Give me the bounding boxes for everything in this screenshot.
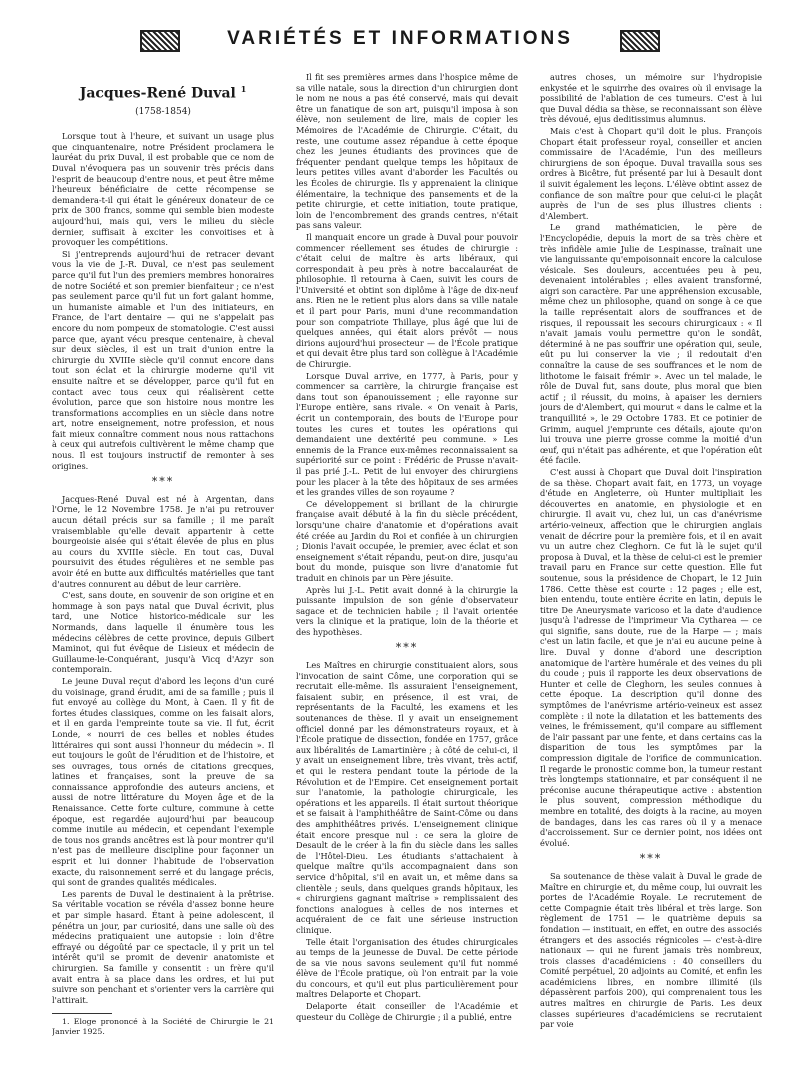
page-header xyxy=(140,28,660,62)
paragraph: Lorsque Duval arrive, en 1777, à Paris, pour y commencer sa carrière, la chirurgie française est dans tout son épanouissement ; elle rayonne sur l'Europe entière, sans rivale. « On venait à Paris, écrit un contemporain, des bouts de l'Europe pour toutes les cures et toutes les opérations qui demandaient une dextérité peu commune. » Les ennemis de la France eux-mêmes reconnaissaient sa supériorité sur ce point : Frédéric de Prusse n'avait-il pas prié J.-L. Petit de lui envoyer des chirurgiens pour les placer à la tête des hôpitaux de ses armées et les grandes villes de son royaume ? xyxy=(296,370,518,498)
paragraph: Si j'entreprends aujourd'hui de retracer devant vous la vie de J.-R. Duval, ce n'est pas seulement parce qu'il fut l'un des premiers membres honoraires de notre Société et son premier bienfaiteur ; ce n'est pas seulement parce qu'il fut un fort galant homme, un humaniste aimable et l'un des initiateurs, en France, de l'art dentaire — qui ne s'appelait pas encore du nom pompeux de stomatologie. C'est aussi parce que, ayant vécu presque centenaire, à cheval sur deux siècles, il est un trait d'union entre la chirurgie du XVIIIe siècle qu'il connut encore dans tout son éclat et la chirurgie moderne qu'il vit ensuite naître et se développer, parce qu'il fut en contact avec tous ceux qui réalisèrent cette évolution, parce que son histoire nous montre les transformations accomplies en un siècle dans notre art, notre enseignement, notre profession, et nous fait mieux connaître comment nous nous rattachons à ceux qui autrefois cultivèrent le même champ que nous. Il est toujours instructif de remonter à ses origines. xyxy=(52,248,274,471)
paragraph: Il manquait encore un grade à Duval pour pouvoir commencer réellement ses études de chirurgie : c'était celui de maître ès arts libéraux, qui correspondait à peu près à notre baccalauréat de philosophie. Il retourna à Caen, suivit les cours de l'Université et obtint son diplôme à l'âge de dix-neuf ans. Rien ne le retient plus alors dans sa ville natale et il part pour Paris, muni d'une recommandation pour son compatriote Thillaye, plus âgé que lui de quelques années, qui était alors prévôt — nous dirions aujourd'hui prosecteur — de l'École pratique et qui devait être plus tard son collègue à l'Académie de Chirurgie. xyxy=(296,231,518,370)
paragraph: Lorsque tout à l'heure, et suivant un usage plus que cinquantenaire, notre Président proclamera le lauréat du prix Duval, il est probable que ce nom de Duval n'évoquera pas un souvenir très précis dans l'esprit de beaucoup d'entre nous, et peut être même l'heureux bénéficiaire de cette récompense se demandera-t-il qui était le généreux donateur de ce prix de 300 francs, somme qui semble bien modeste aujourd'hui, mais qui, vers le milieu du siècle dernier, suffisait à exciter les convoitises et à provoquer les compétitions. xyxy=(52,131,274,248)
column-1-text xyxy=(52,131,274,1005)
paragraph: Telle était l'organisation des études chirurgicales au temps de la jeunesse de Duval. De cette période de sa vie nous savons seulement qu'il fut nommé élève de l'École pratique, où l'on entrait par la voie du concours, et qu'il eut plus particulièrement pour maîtres Delaporte et Chopart. xyxy=(296,936,518,1000)
section-title: VARIÉTÉS ET INFORMATIONS xyxy=(227,28,573,49)
paragraph: Le grand mathématicien, le père de l'Encyclopédie, depuis la mort de sa très chère et très infidèle amie Julie de Lespinasse, traînait une vie languissante qu'empoisonnait encore la calculose vésicale. Ses douleurs, accentuées peu à peu, devenaient intolérables ; elles avaient transformé, aigri son caractère. Par une appréhension excusable, même chez un philosophe, quand on songe à ce que la taille représentait alors de souffrances et de risques, il repoussait les secours chirurgicaux : « Il n'avait jamais voulu permettre qu'on le sondât, déterminé à ne pas souffrir une opération qui, seule, eût pu lui conserver la vie ; il redoutait d'en connaître la cause de ses souffrances et le nom de lithotome le faisait frémir ». Avec un tel malade, le rôle de Duval fut, sans doute, plus moral que bien actif ; il réussit, du moins, à apaiser les derniers jours de d'Alembert, qui mourut « dans le calme et la tranquillité », le 29 Octobre 1783. Et ce potinier de Grimm, auquel j'emprunte ces détails, ajoute qu'on lui trouva une pierre grosse comme la moitié d'un œuf, qui n'était pas adhérente, et que l'opération eût été facile. xyxy=(540,222,762,466)
column-2 xyxy=(296,72,518,1062)
paragraph: Jacques-René Duval est né à Argentan, dans l'Orne, le 12 Novembre 1758. Je n'ai pu retrouver aucun détail précis sur sa famille ; il me paraît vraisemblable qu'elle devait appartenir à cette bourgeoisie aisée qui s'était élevée de plus en plus au cours du XVIIIe siècle. En tout cas, Duval poursuivit des études régulières et ne semble pas avoir été en butte aux difficultés matérielles que tant d'autres connurent au début de leur carrière. xyxy=(52,493,274,589)
paragraph: Sa soutenance de thèse valait à Duval le grade de Maître en chirurgie et, du même coup, lui ouvrait les portes de l'Académie Royale. Le recrutement de cette Compagnie était très libéral et très large. Son règlement de 1751 — le quatrième depuis sa fondation — instituait, en effet, en outre des associés étrangers et des associés régnicoles — c'est-à-dire nationaux — qui ne furent jamais très nombreux, trois classes d'académiciens : 40 conseillers du Comité perpétuel, 20 adjoints au Comité, et enfin les académiciens libres, en nombre illimité (ils dépassèrent parfois 200), qui comprenaient tous les autres maîtres en chirurgie de Paris. Les deux classes supérieures d'académiciens se recrutaient par voie xyxy=(540,870,762,1030)
paragraph: Les parents de Duval le destinaient à la prêtrise. Sa véritable vocation se révéla d'assez bonne heure et par simple hasard. Étant à peine adolescent, il pénétra un jour, par curiosité, dans une salle où des médecins pratiquaient une autopsie : loin d'être effrayé ou dégoûté par ce spectacle, il y prit un tel intérêt qu'il se promit de devenir anatomiste et chirurgien. Sa famille y consentit : un frère qu'il avait entra à sa place dans les ordres, et lui put suivre son penchant et s'orienter vers la carrière qui l'attirait. xyxy=(52,888,274,1005)
article-dates: (1758-1854) xyxy=(135,106,191,117)
column-3 xyxy=(540,72,762,1062)
section-separator-stars: *** xyxy=(639,852,663,866)
column-3-text xyxy=(540,72,762,1030)
section-separator-stars: *** xyxy=(151,475,175,489)
paragraph: Ce développement si brillant de la chirurgie française avait débuté à la fin du siècle précédent, lorsqu'une chaire d'anatomie et d'opérations avait été créée au Jardin du Roi et confiée à un chirurgien ; Dionis l'avait occupée, le premier, avec éclat et son enseignement s'était répandu, peut-on dire, jusqu'au bout du monde, puisque son livre d'anatomie fut traduit en chinois par un Père jésuite. xyxy=(296,498,518,583)
paragraph: Il fit ses premières armes dans l'hospice même de sa ville natale, sous la direction d'un chirurgien dont le nom ne nous a pas été conservé, mais qui devait être un fanatique de son art, puisqu'il imposa à son élève, non seulement de lire, mais de copier les Mémoires de l'Académie de Chirurgie. C'était, du reste, une coutume assez répandue à cette époque chez les jeunes étudiants des provinces que de fréquenter pendant quelque temps les hôpitaux de leurs petites villes avant d'aborder les Facultés ou les Écoles de chirurgie. Ils y apprenaient la clinique élémentaire, la technique des pansements et de la petite chirurgie, et cette initiation, toute pratique, loin de l'encombrement des grands centres, n'était pas sans valeur. xyxy=(296,72,518,231)
paragraph: Après lui J.-L. Petit avait donné à la chirurgie la puissante impulsion de son génie d'observateur sagace et de technicien habile ; il l'avait orientée vers la clinique et la pratique, loin de la théorie et des hypothèses. xyxy=(296,584,518,637)
paragraph: Les Maîtres en chirurgie constituaient alors, sous l'invocation de saint Côme, une corporation qui se recrutait elle-même. Ils assuraient l'enseignement, faisaient subir, en présence, il est vrai, de représentants de la Faculté, les examens et les soutenances de thèse. Il y avait un enseignement officiel donné par les démonstrateurs royaux, et à l'École pratique de dissection, fondée en 1757, grâce aux libéralités de Lamartinière ; à côté de celui-ci, il y avait un enseignement libre, très vivant, très actif, et qui le restera pendant toute la période de la Révolution et de l'Empire. Cet enseignement portait sur l'anatomie, la pathologie chirurgicale, les opérations et les appareils. Il était surtout théorique et se faisait à l'amphithéâtre de Saint-Côme ou dans des amphithéâtres privés. L'enseignement clinique était encore presque nul : ce sera la gloire de Desault de le créer à la fin du siècle dans les salles de l'Hôtel-Dieu. Les étudiants s'attachaient à quelque maître qu'ils accompagnaient dans son service d'hôpital, s'il en avait un, et même dans sa clientèle ; seuls, dans quelques grands hôpitaux, les « chirurgiens gagnant maîtrise » remplissaient des fonctions analogues à celles de nos internes et acquéraient de ce fait une sérieuse instruction clinique. xyxy=(296,660,518,935)
footnote-rule xyxy=(52,1013,112,1014)
ornament-left-icon xyxy=(140,30,180,52)
article-title: Jacques-René Duval $^1$ xyxy=(79,84,247,102)
paragraph: Le jeune Duval reçut d'abord les leçons d'un curé du voisinage, grand érudit, ami de sa famille ; puis il fut envoyé au collège du Mont, à Caen. Il y fit de fortes études classiques, comme on les faisait alors, et il en garda l'empreinte toute sa vie. Il fut, écrit Londe, « nourri de ces belles et nobles études littéraires qui sont aussi l'honneur du médecin ». Il eut toujours le goût de l'érudition et de l'histoire, et ses ouvrages, tous ornés de citations grecques, latines et françaises, sont la preuve de sa connaissance approfondie des auteurs anciens, et aussi de notre littérature du Moyen âge et de la Renaissance. Cette forte culture, commune à cette époque, est regardée aujourd'hui par beaucoup comme inutile au médecin, et cependant l'exemple de tous nos grands ancêtres est là pour montrer qu'il n'est pas de meilleure discipline pour façonner un esprit et lui donner l'habitude de l'observation exacte, du raisonnement serré et du langage précis, qui sont de grandes qualités médicales. xyxy=(52,675,274,888)
paragraph: Delaporte était conseiller de l'Académie et questeur du Collège de Chirurgie ; il a publié, entre xyxy=(296,1001,518,1022)
footnote: 1. Eloge prononcé à la Société de Chirurgie le 21 Janvier 1925. xyxy=(52,1017,274,1037)
paragraph: Mais c'est à Chopart qu'il doit le plus. François Chopart était professeur royal, conseiller et ancien commissaire de l'Académie, l'un des meilleurs chirurgiens de son époque. Duval travailla sous ses ordres à Bicêtre, fut présenté par lui à Desault dont il suivit également les leçons. L'élève obtint assez de confiance de son maître pour que celui-ci le plaçât auprès de l'un de ses plus illustres clients : d'Alembert. xyxy=(540,125,762,221)
paragraph: C'est aussi à Chopart que Duval doit l'inspiration de sa thèse. Chopart avait fait, en 1773, un voyage d'étude en Angleterre, où Hunter multipliait les découvertes en anatomie, en physiologie et en chirurgie. Il avait vu, chez lui, un cas d'anévrisme artério-veineux, affection que le chirurgien anglais venait de décrire pour la première fois, et il en avait vu un autre chez Cleghorn. Ce fut là le sujet qu'il proposa à Duval, et la thèse de celui-ci est le premier travail paru en France sur cette question. Elle fut soutenue, sous la présidence de Chopart, le 12 Juin 1786. Cette thèse est courte : 12 pages ; elle est, bien entendu, toute entière écrite en latin, depuis le titre De Aneurysmate varicoso et la date d'audience jusqu'à l'adresse de l'imprimeur Via Cytharea — ce qui signifie, sans doute, rue de la Harpe — ; mais c'est un latin facile, et que je n'ai eu aucune peine à lire. Duval y donne d'abord une description anatomique de l'artère humérale et des veines du pli du coude ; puis il rapporte les deux observations de Hunter et celle de Cleghorn, les seules connues à cette époque. La description qu'il donne des symptômes de l'anévrisme artério-veineux est assez complète : il note la dilatation et les battements des veines, le frémissement, qu'il compare au sifflement de l'air passant par une fente, et dans certains cas la disparition de tous les symptômes par la compression digitale de l'orifice de communication. Il regarde le pronostic comme bon, la tumeur restant très longtemps stationnaire, et par conséquent il ne préconise aucune thérapeutique active : abstention le plus souvent, compression méthodique du membre en totalité, des doigts à la racine, au moyen de bandages, dans les cas rares où il y a menace d'accroissement. Sur ce dernier point, nos idées ont évolué. xyxy=(540,466,762,848)
ornament-right-icon xyxy=(620,30,660,52)
footnote-mark: 1 xyxy=(240,84,247,94)
paragraph: C'est, sans doute, en souvenir de son origine et en hommage à son pays natal que Duval écrivit, plus tard, une Notice historico-médicale sur les Normands, dans laquelle il énumère tous les médecins célèbres de cette province, depuis Gilbert Maminot, qui fut évêque de Lisieux et médecin de Guillaume-le-Conquérant, jusqu'à Vicq d'Azyr son contemporain. xyxy=(52,590,274,675)
section-separator-stars: *** xyxy=(395,641,419,655)
column-2-text xyxy=(296,72,518,1022)
article-body xyxy=(52,72,762,1062)
column-1 xyxy=(52,72,274,1062)
paragraph: autres choses, un mémoire sur l'hydropisie enkystée et le squirrhe des ovaires où il envisage la possibilité de l'ablation de ces tumeurs. C'est à lui que Duval dédia sa thèse, se reconnaissant son élève très dévoué, ejus deditissimus alumnus. xyxy=(540,72,762,125)
